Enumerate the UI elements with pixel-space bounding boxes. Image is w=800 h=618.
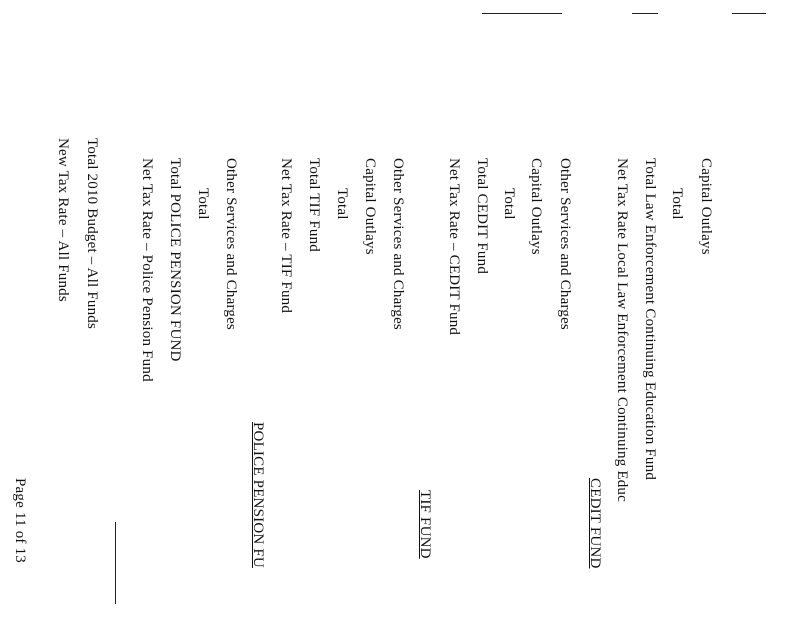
tif-total-fund: Total TIF Fund [306, 158, 322, 252]
top-rule-2 [632, 13, 658, 14]
top-rule-1 [482, 13, 562, 14]
cedit-net-tax-rate-local: Net Tax Rate Local Law Enforcement Continuing Educ [614, 158, 630, 502]
tif-total: Total [334, 188, 350, 220]
tif-net-tax-rate: Net Tax Rate – TIF Fund [278, 158, 294, 314]
cedit-total-fund: Total CEDIT Fund [474, 158, 490, 275]
summary-total-budget: Total 2010 Budget – All Funds [84, 138, 100, 330]
top-rule-3 [732, 13, 766, 14]
police-total: Total [195, 188, 211, 220]
cedit-other-services: Other Services and Charges [557, 158, 573, 330]
cedit-net-tax-rate: Net Tax Rate – CEDIT Fund [446, 158, 462, 336]
police-other-services: Other Services and Charges [223, 158, 239, 330]
tif-heading: TIF FUND [417, 490, 433, 559]
cedit-total-1: Total [669, 188, 685, 220]
police-heading: POLICE PENSION FU [250, 422, 266, 568]
tif-capital-outlays: Capital Outlays [362, 158, 378, 255]
cedit-total-law-enforcement: Total Law Enforcement Continuing Education Fund [642, 158, 658, 481]
cedit-capital-outlays-2: Capital Outlays [528, 158, 544, 255]
police-amount-rule [115, 522, 116, 604]
cedit-capital-outlays-1: Capital Outlays [698, 158, 714, 255]
police-net-tax-rate: Net Tax Rate – Police Pension Fund [139, 158, 155, 382]
police-total-fund: Total POLICE PENSION FUND [167, 158, 183, 362]
cedit-total-2: Total [501, 188, 517, 220]
tif-other-services: Other Services and Charges [390, 158, 406, 330]
page-number: Page 11 of 13 [12, 478, 28, 563]
cedit-heading: CEDIT FUND [587, 478, 603, 569]
summary-new-tax-rate: New Tax Rate – All Funds [55, 138, 71, 302]
